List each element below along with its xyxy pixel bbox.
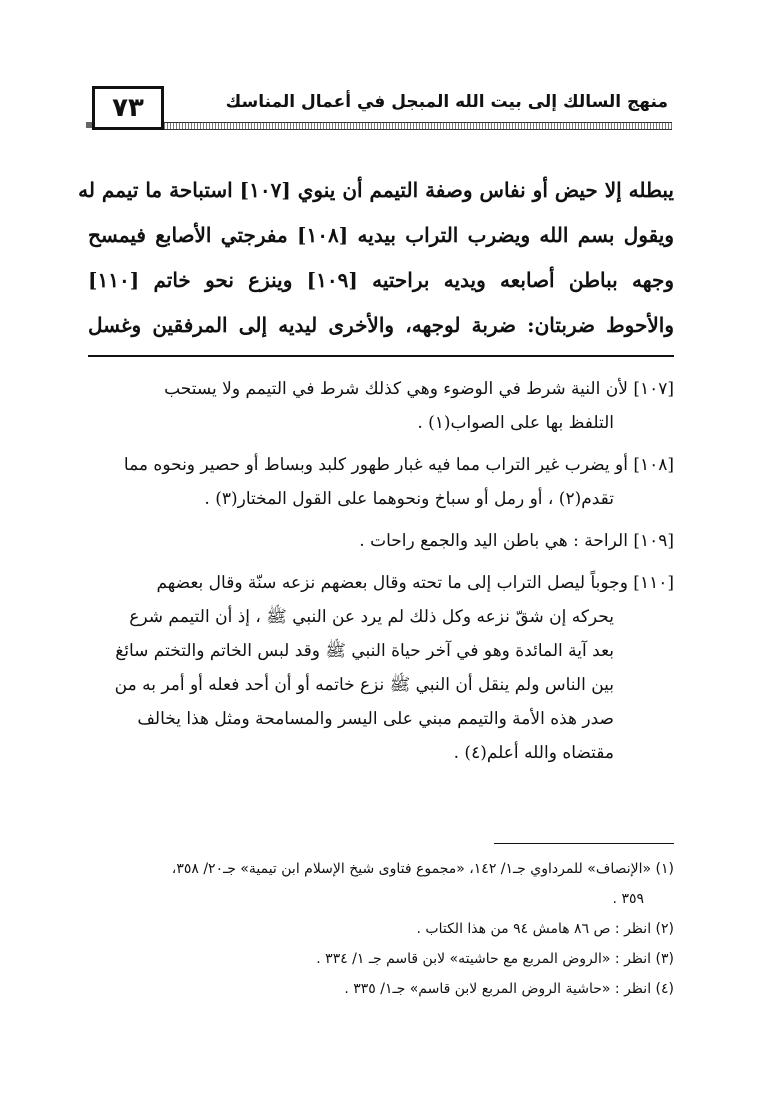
text-separator-rule (88, 355, 674, 357)
note-line: يحركه إن شقّ نزعه وكل ذلك لم يرد عن النبي ﷺ ، إذ أن التيمم شرع (129, 607, 614, 627)
note-107 (88, 372, 674, 440)
footnote-separator-rule (494, 843, 674, 844)
note-line: مقتضاه والله أعلم(٤) . (453, 743, 614, 763)
footnote-line: ٣٥٩ . (612, 891, 644, 907)
note-line: [١٠٨] أو يضرب غير التراب مما فيه غبار طهور كلبد وبساط أو حصير ونحوه مما (123, 455, 674, 475)
main-text-line: ويقول بسم الله ويضرب التراب بيديه [١٠٨] مفرجتي الأصابع فيمسح (88, 223, 674, 247)
main-text (78, 168, 674, 348)
header-rule-cap (86, 122, 92, 128)
page-number: ٧٣ (112, 93, 144, 123)
main-text-line: والأحوط ضربتان: ضربة لوجهه، والأخرى ليديه إلى المرفقين وغسل (88, 313, 674, 337)
note-108 (88, 448, 674, 516)
footnote-4 (88, 974, 674, 1004)
footnote-1 (88, 854, 674, 914)
note-line: صدر هذه الأمة والتيمم مبني على اليسر والمسامحة ومثل هذا يخالف (137, 709, 614, 729)
header-rule (164, 122, 672, 130)
main-text-line: يبطله إلا حيض أو نفاس وصفة التيمم أن ينوي [١٠٧] استباحة ما تيمم له (78, 178, 674, 202)
note-line: [١٠٧] لأن النية شرط في الوضوء وهي كذلك شرط في التيمم ولا يستحب (164, 379, 674, 399)
note-line: بين الناس ولم ينقل أن النبي ﷺ نزع خاتمه أو أن أحد فعله أو أمر به من (114, 675, 614, 695)
note-line: [١١٠] وجوباً ليصل التراب إلى ما تحته وقال بعضهم نزعه سنّة وقال بعضهم (156, 573, 674, 593)
footnote-line: (٢) انظر : ص ٨٦ هامش ٩٤ من هذا الكتاب . (416, 921, 674, 937)
note-line: تقدم(٢) ، أو رمل أو سباخ ونحوهما على القول المختار(٣) . (204, 489, 614, 509)
note-line: بعد آية المائدة وهو في آخر حياة النبي ﷺ وقد لبس الخاتم والتختم سائغ (115, 641, 614, 661)
note-line: [١٠٩] الراحة : هي باطن اليد والجمع راحات . (359, 531, 674, 551)
note-line: التلفظ بها على الصواب(١) . (417, 413, 614, 433)
footnote-3 (88, 944, 674, 974)
main-text-line: وجهه بباطن أصابعه ويديه براحتيه [١٠٩] وينزع نحو خاتم [١١٠] (88, 268, 674, 292)
note-110 (88, 566, 674, 770)
footnotes (88, 854, 674, 1004)
footnote-line: (٤) انظر : «حاشية الروض المربع لابن قاسم» جـ١/ ٣٣٥ . (344, 981, 674, 997)
note-109 (88, 524, 674, 558)
running-title: منهج السالك إلى بيت الله المبجل في أعمال المناسك (225, 92, 668, 112)
commentary-notes (88, 372, 674, 778)
footnote-2 (88, 914, 674, 944)
page-number-box (92, 86, 164, 130)
footnote-line: (٣) انظر : «الروض المربع مع حاشيته» لابن قاسم جـ ١/ ٣٣٤ . (316, 951, 674, 967)
footnote-line: (١) «الإنصاف» للمرداوي جـ١/ ١٤٢، «مجموع فتاوى شيخ الإسلام ابن تيمية» جـ٢٠/ ٣٥٨، (171, 861, 674, 877)
